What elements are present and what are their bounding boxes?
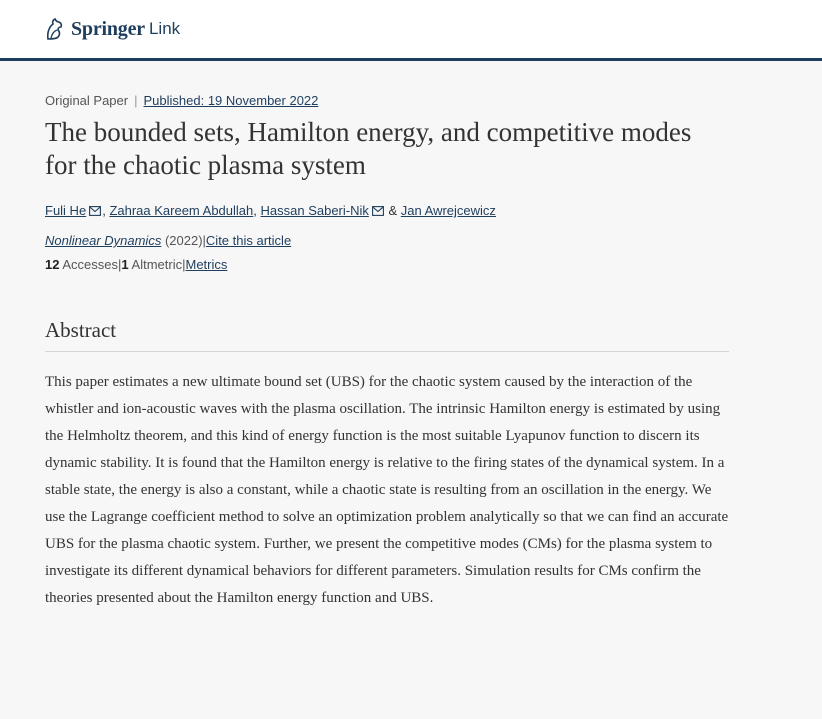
springer-link-logo[interactable] <box>44 17 180 41</box>
author-list <box>45 202 735 220</box>
accesses-count: 12 <box>45 257 60 272</box>
stats-separator: | <box>182 257 186 272</box>
abstract-heading: Abstract <box>45 318 729 352</box>
logo-brand-text: Springer <box>71 17 145 40</box>
author-separator: , <box>253 203 257 218</box>
springer-horse-icon <box>44 17 66 41</box>
author-link[interactable]: Hassan Saberi-Nik <box>260 203 369 218</box>
metrics-link[interactable]: Metrics <box>185 257 228 272</box>
article-type: Original Paper <box>45 93 129 108</box>
email-icon[interactable] <box>89 203 101 213</box>
meta-separator: | <box>134 93 138 108</box>
article-title: The bounded sets, Hamilton energy, and competitive modes for the chaotic plasma system <box>45 117 692 180</box>
author-separator: , <box>102 203 106 218</box>
article-main <box>45 92 735 627</box>
author-separator-amp: & <box>388 203 398 218</box>
stats-separator: | <box>118 257 122 272</box>
author-link[interactable]: Jan Awrejcewicz <box>400 203 496 218</box>
accesses-label: Accesses <box>62 257 119 272</box>
journal-info <box>45 232 735 250</box>
site-header <box>0 0 822 61</box>
logo-sub-text: Link <box>148 19 181 38</box>
journal-year: (2022) <box>164 233 203 248</box>
published-date-link[interactable]: Published: 19 November 2022 <box>143 93 319 108</box>
abstract-text: This paper estimates a new ultimate bound set (UBS) for the chaotic system caused by the interaction of the whistler and ion-acoustic waves with the plasma oscillation. The intrinsic Hamilton energy is estimated by using the Helmholtz theorem, and this kind of energy function is the most suitable Lyapunov function to discern its dynamic stability. It is found that the Hamilton energy is relative to the firing states of the dynamical system. In a stable state, the energy is also a constant, while a chaotic state is resulting from an oscillation in the energy. We use the Lagrange coefficient method to solve an optimization problem analytically so that we can find an accurate UBS for the plasma chaotic system. Further, we present the competitive modes (CMs) for the plasma system to investigate its different dynamical behaviors for different parameters. Simulation results for CMs confirm the theories presented about the Hamilton energy function and UBS. <box>45 374 729 607</box>
email-icon[interactable] <box>372 203 384 213</box>
altmetric-label: Altmetric <box>131 257 183 272</box>
meta-separator: | <box>202 233 206 248</box>
article-meta <box>45 92 735 110</box>
article-stats <box>45 256 735 274</box>
author-link[interactable]: Fuli He <box>45 203 87 218</box>
author-link[interactable]: Zahraa Kareem Abdullah <box>109 203 254 218</box>
cite-article-link[interactable]: Cite this article <box>205 233 292 248</box>
journal-link[interactable]: Nonlinear Dynamics <box>45 233 162 248</box>
altmetric-count: 1 <box>121 257 129 272</box>
